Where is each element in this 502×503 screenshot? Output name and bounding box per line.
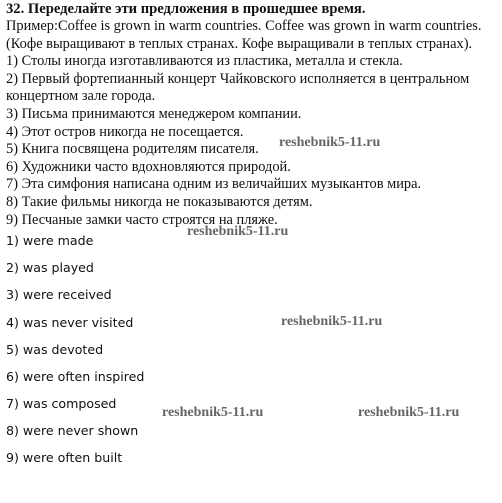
answer-6: 6) were often inspired: [6, 369, 145, 384]
answer-5: 5) was devoted: [6, 342, 104, 357]
sentence-8: 8) Такие фильмы никогда не показываются детям.: [6, 193, 313, 210]
answer-9: 9) were often built: [6, 450, 123, 465]
watermark-4: reshebnik5-11.ru: [162, 405, 264, 420]
sentence-2-continued: концертном зале города.: [6, 88, 156, 105]
sentence-2: 2) Первый фортепианный концерт Чайковского исполняется в центральном: [6, 70, 470, 87]
sentence-list: [6, 53, 498, 229]
watermark-3: reshebnik5-11.ru: [281, 314, 383, 329]
answer-3: 3) were received: [6, 287, 112, 302]
sentence-5: 5) Книга посвящена родителям писателя.: [6, 141, 259, 158]
exercise-page: [6, 0, 498, 229]
example-block: [6, 18, 498, 53]
sentence-6: 6) Художники часто вдохновляются природой.: [6, 158, 291, 175]
sentence-7: 7) Эта симфония написана одним из величайших музыкантов мира.: [6, 176, 422, 193]
example-line-2: (Кофе выращивают в теплых странах. Кофе выращивали в теплых странах).: [6, 35, 473, 52]
watermark-5: reshebnik5-11.ru: [358, 405, 460, 420]
answer-8: 8) were never shown: [6, 423, 139, 438]
watermark-1: reshebnik5-11.ru: [279, 135, 381, 150]
answer-7: 7) was composed: [6, 396, 117, 411]
sentence-4: 4) Этот остров никогда не посещается.: [6, 123, 244, 140]
example-line-1: Пример:Coffee is grown in warm countries. Coffee was grown in warm countries.: [6, 18, 482, 34]
watermark-2: reshebnik5-11.ru: [187, 224, 289, 239]
answer-2: 2) was played: [6, 260, 94, 275]
sentence-1: 1) Столы иногда изготавливаются из пластика, металла и стекла.: [6, 53, 403, 70]
sentence-9: 9) Песчаные замки часто строятся на пляже.: [6, 211, 278, 228]
sentence-3: 3) Письма принимаются менеджером компании.: [6, 105, 302, 122]
exercise-title: 32. Переделайте эти предложения в прошедшее время.: [6, 1, 366, 17]
answer-1: 1) were made: [6, 233, 94, 248]
answer-4: 4) was never visited: [6, 315, 134, 330]
